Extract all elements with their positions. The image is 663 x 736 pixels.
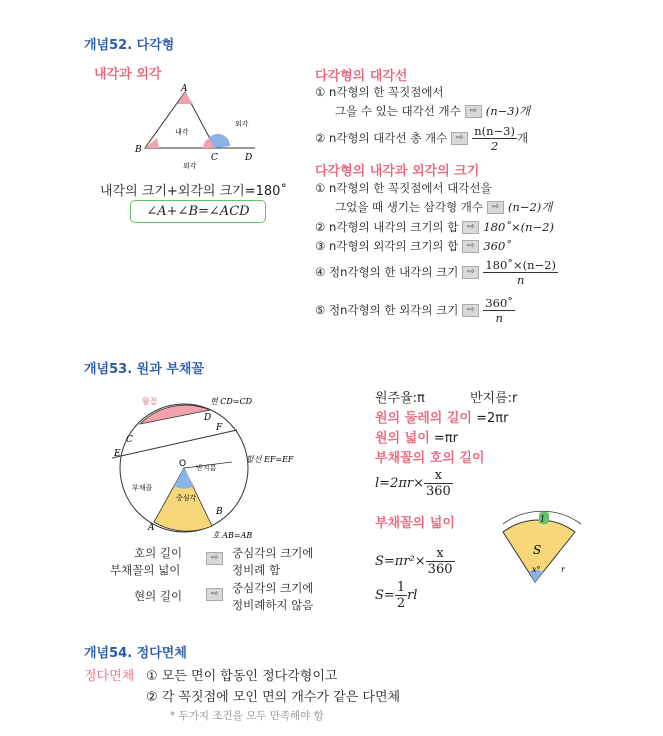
prop-chord-length: 현의 길이 bbox=[134, 589, 183, 603]
polyhedron-note: * 두가지 조건을 모두 만족해야 함 bbox=[170, 710, 324, 722]
arrow-icon: ⇨ bbox=[465, 105, 482, 118]
sector-area-formula-2: S= $\frac{1}{2}$ rl bbox=[375, 580, 418, 611]
label-a: A bbox=[181, 84, 188, 94]
prop-not-proportional-1: 중심각의 크기에 bbox=[232, 581, 314, 595]
label-c: C bbox=[211, 153, 218, 163]
circle-area-row: 원의 넓이 =πr bbox=[375, 431, 458, 446]
svg-text:A: A bbox=[148, 523, 155, 533]
label-outer-2: 외각 bbox=[183, 162, 197, 170]
label-outer-1: 외각 bbox=[235, 120, 249, 128]
polyhedron-cond-1: ① 모든 면이 합동인 정다각형이고 bbox=[146, 669, 338, 684]
svg-text:E: E bbox=[114, 449, 121, 459]
diag-item-1a: ① n각형의 한 꼭짓점에서 bbox=[315, 85, 444, 99]
angle-size-title: 다각형의 내각과 외각의 크기 bbox=[315, 164, 480, 179]
circle-figure bbox=[112, 390, 302, 540]
prop-proportional-2: 정비례 함 bbox=[232, 563, 281, 577]
triangle-figure bbox=[125, 82, 275, 172]
diagonal-title: 다각형의 대각선 bbox=[315, 69, 408, 84]
svg-text:현 CD=CD: 현 CD=CD bbox=[210, 397, 253, 406]
pi-label: 원주율:π bbox=[375, 391, 425, 406]
svg-text:호 AB=AB: 호 AB=AB bbox=[212, 531, 253, 540]
ang-item-4: ④ 정n각형의 한 내각의 크기 ⇨ $\frac{180˚\times(n-2)}{n}$ bbox=[315, 258, 556, 287]
sector-area-title: 부채꼴의 넓이 bbox=[375, 516, 455, 531]
prop-proportional-1: 중심각의 크기에 bbox=[232, 546, 314, 560]
label-b: B bbox=[135, 145, 142, 155]
arc-length-formula: l=2πr× $\frac{x}{360}$ bbox=[375, 468, 451, 499]
ang-item-2: ② n각형의 내각의 크기의 합 ⇨ 180˚×(n−2) bbox=[315, 220, 554, 234]
prop-not-proportional-2: 정비례하지 않음 bbox=[232, 598, 314, 612]
svg-text:x°: x° bbox=[532, 565, 541, 574]
svg-text:D: D bbox=[204, 413, 212, 423]
prop-arc-length: 호의 길이 bbox=[134, 546, 183, 560]
circumference-row: 원의 둘레의 길이 =2πr bbox=[375, 411, 509, 426]
arrow-icon: ⇨ bbox=[206, 588, 223, 601]
svg-text:O: O bbox=[179, 459, 187, 469]
label-inner: 내각 bbox=[175, 128, 189, 136]
ang-item-1b: 그었을 때 생기는 삼각형 개수 ⇨ (n−2)개 bbox=[335, 200, 553, 214]
svg-text:중심각: 중심각 bbox=[176, 494, 197, 502]
diag-item-1b: 그을 수 있는 대각선 개수 ⇨ (n−3)개 bbox=[335, 104, 531, 118]
radius-label: 반지름:r bbox=[470, 391, 518, 406]
arrow-icon: ⇨ bbox=[206, 552, 223, 565]
sector-area-formula: S=πr²× $\frac{x}{360}$ bbox=[375, 546, 453, 577]
ang-item-5: ⑤ 정n각형의 한 외각의 크기 ⇨ $\frac{360˚}{n}$ bbox=[315, 296, 514, 325]
polyhedron-label: 정다면체 bbox=[84, 669, 135, 684]
prop-sector-area: 부채꼴의 넓이 bbox=[110, 563, 181, 577]
svg-text:부채꼴: 부채꼴 bbox=[132, 484, 153, 492]
exterior-angle-formula: ∠A+∠B=∠ACD bbox=[130, 200, 266, 223]
svg-text:C: C bbox=[126, 435, 133, 445]
section-52-title: 개념52. 다각형 bbox=[84, 38, 175, 53]
svg-text:l: l bbox=[541, 515, 544, 525]
interior-exterior-title: 내각과 외각 bbox=[94, 67, 162, 82]
ang-item-3: ③ n각형의 외각의 크기의 합 ⇨ 360˚ bbox=[315, 239, 512, 253]
svg-text:활꼴: 활꼴 bbox=[142, 397, 158, 406]
arrow-icon: ⇨ bbox=[462, 304, 479, 317]
svg-text:S: S bbox=[533, 543, 542, 557]
svg-text:r: r bbox=[561, 565, 565, 574]
svg-text:F: F bbox=[216, 423, 223, 433]
diag-item-2: ② n각형의 대각선 총 개수 ⇨ $\frac{n(n-3)}{2}$ 개 bbox=[315, 124, 529, 153]
arrow-icon: ⇨ bbox=[487, 201, 504, 214]
label-d: D bbox=[245, 153, 253, 163]
arrow-icon: ⇨ bbox=[451, 132, 468, 145]
svg-text:B: B bbox=[216, 507, 223, 517]
ang-item-1a: ① n각형의 한 꼭짓점에서 대각선을 bbox=[315, 181, 492, 195]
section-54-title: 개념54. 정다면체 bbox=[84, 646, 187, 661]
sector-figure bbox=[495, 510, 590, 590]
arc-length-title: 부채꼴의 호의 길이 bbox=[375, 451, 485, 466]
svg-text:할선 EF=EF: 할선 EF=EF bbox=[246, 455, 294, 464]
arrow-icon: ⇨ bbox=[462, 266, 479, 279]
arrow-icon: ⇨ bbox=[462, 221, 479, 234]
arrow-icon: ⇨ bbox=[462, 240, 479, 253]
polyhedron-cond-2: ② 각 꼭짓점에 모인 면의 개수가 같은 다면체 bbox=[146, 690, 401, 705]
section-53-title: 개념53. 원과 부채꼴 bbox=[84, 362, 204, 377]
svg-text:반지름: 반지름 bbox=[196, 464, 217, 472]
angle-sum-text: 내각의 크기+외각의 크기=180˚ bbox=[100, 184, 287, 199]
